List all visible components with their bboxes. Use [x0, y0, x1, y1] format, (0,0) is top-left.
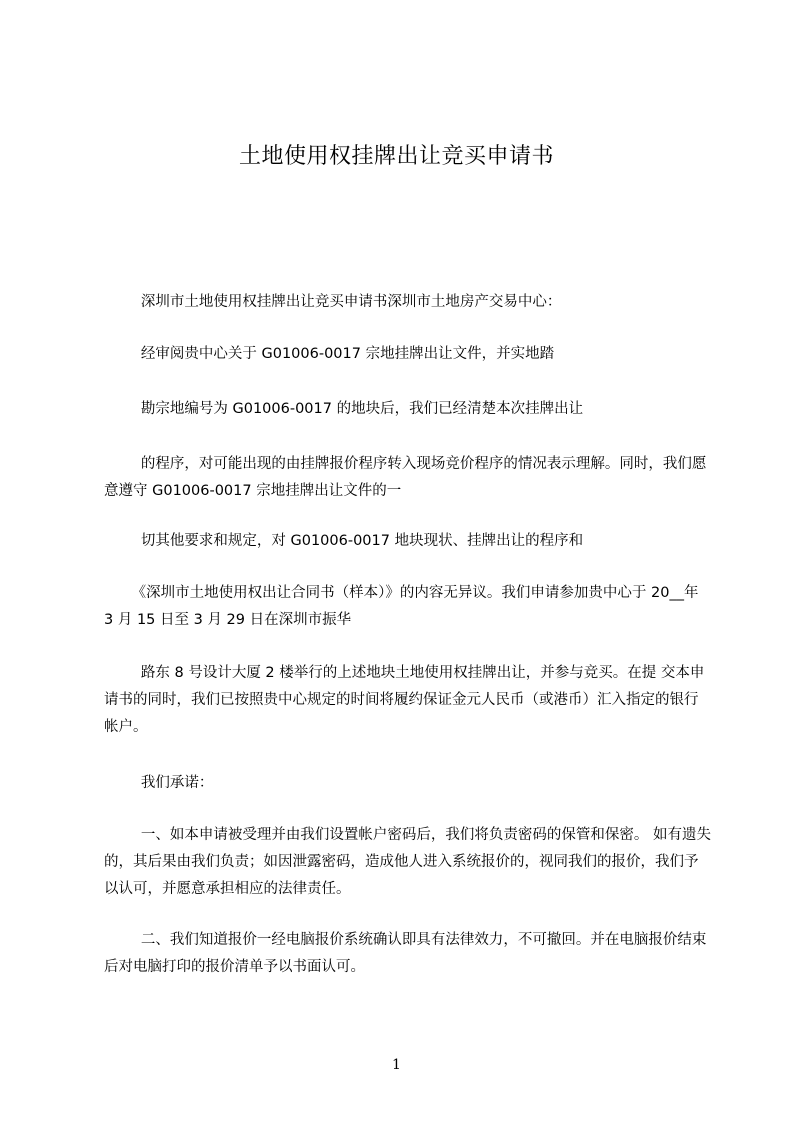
paragraph-addressee: 深圳市土地使用权挂牌出让竞买申请书深圳市土地房产交易中心： [104, 294, 562, 310]
paragraph-contract-sample: 《深圳市土地使用权出让合同书（样本）》的内容无异议。我们申请参加贵中心于 20__年 3 月 15 日至 3 月 29 日在深圳市振华 [104, 585, 704, 628]
paragraph-review-notice: 经审阅贵中心关于 G01006-0017 宗地挂牌出让文件，并实地踏 [104, 346, 555, 362]
paragraph-commitment-heading: 我们承诺： [104, 775, 214, 791]
paragraph-deposit: 路东 8 号设计大厦 2 楼举行的上述地块土地使用权挂牌出让，并参与竞买。在提 交本申请书的同时，我们已按照贵中心规定的时间将履约保证金元人民币（或港币）汇入指定的银行帐户。 [104, 665, 705, 735]
paragraph-procedure: 的程序，对可能出现的由挂牌报价程序转入现场竞价程序的情况表示理解。同时，我们愿意遵守 G01006-0017 宗地挂牌出让文件的一 [104, 456, 707, 499]
paragraph-commitment-two: 二、我们知道报价一经电脑报价系统确认即具有法律效力，不可撤回。并在电脑报价结束后对电脑打印的报价清单予以书面认可。 [104, 932, 707, 975]
page-title: 土地使用权挂牌出让竞买申请书 [238, 144, 554, 169]
paragraph-site-survey: 勘宗地编号为 G01006-0017 的地块后，我们已经清楚本次挂牌出让 [104, 401, 584, 417]
paragraph-commitment-one: 一、如本申请被受理并由我们设置帐户密码后，我们将负责密码的保管和保密。 如有遗失的，其后果由我们负责；如因泄露密码，造成他人进入系统报价的，视同我们的报价，我们予以认可，并愿意承担相应的法律责任。 [104, 827, 711, 897]
paragraph-requirements: 切其他要求和规定，对 G01006-0017 地块现状、挂牌出让的程序和 [104, 533, 584, 549]
page-number: 1 [392, 1057, 401, 1073]
